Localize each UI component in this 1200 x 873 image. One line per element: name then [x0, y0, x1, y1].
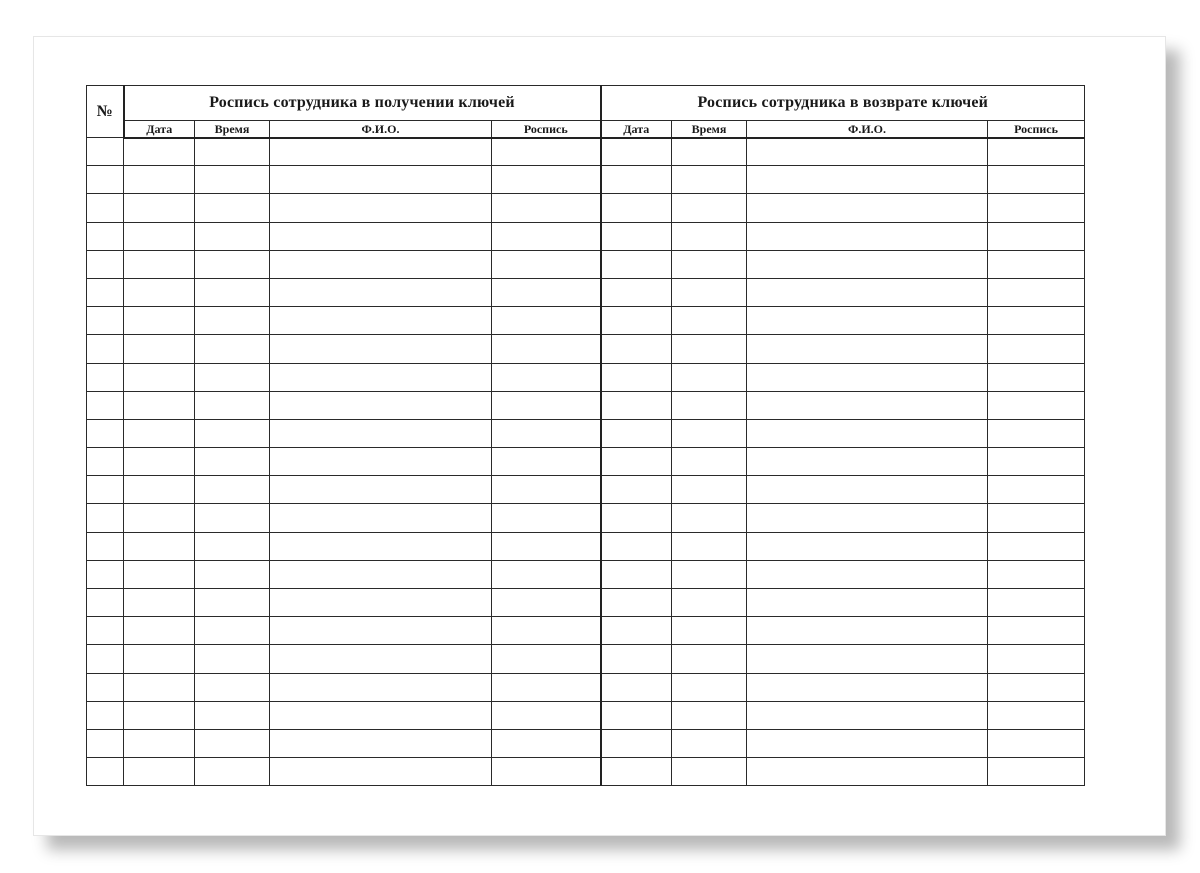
receive-fullname-header: Ф.И.О. [270, 121, 492, 138]
receive-fullname-cell [270, 673, 492, 701]
table-row [87, 166, 1085, 194]
table-row [87, 729, 1085, 757]
receive-signature-cell [492, 194, 601, 222]
receive-fullname-cell [270, 504, 492, 532]
receive-date-cell [124, 194, 195, 222]
return-date-cell [601, 560, 672, 588]
receive-time-cell [195, 250, 270, 278]
key-log-table [86, 85, 1085, 786]
receive-fullname-cell [270, 617, 492, 645]
receive-time-cell [195, 363, 270, 391]
row-number-cell [87, 532, 124, 560]
receive-time-cell [195, 222, 270, 250]
receive-date-cell [124, 307, 195, 335]
receive-time-cell [195, 476, 270, 504]
receive-fullname-cell [270, 363, 492, 391]
return-date-cell [601, 617, 672, 645]
return-date-cell [601, 476, 672, 504]
return-date-cell [601, 758, 672, 786]
row-number-cell [87, 335, 124, 363]
table-row [87, 448, 1085, 476]
receive-fullname-cell [270, 701, 492, 729]
return-fullname-cell [747, 448, 988, 476]
row-number-cell [87, 729, 124, 757]
return-fullname-cell [747, 758, 988, 786]
receive-signature-cell [492, 673, 601, 701]
return-fullname-header: Ф.И.О. [747, 121, 988, 138]
receive-time-cell [195, 278, 270, 306]
receive-signature-cell [492, 589, 601, 617]
return-fullname-cell [747, 307, 988, 335]
return-signature-cell [988, 617, 1085, 645]
table-row [87, 138, 1085, 166]
row-number-cell [87, 645, 124, 673]
return-signature-cell [988, 476, 1085, 504]
table-row [87, 758, 1085, 786]
return-date-cell [601, 391, 672, 419]
return-signature-cell [988, 504, 1085, 532]
return-time-cell [672, 589, 747, 617]
return-time-cell [672, 278, 747, 306]
receive-date-cell [124, 391, 195, 419]
return-time-cell [672, 504, 747, 532]
return-signature-header: Роспись [988, 121, 1085, 138]
return-time-cell [672, 307, 747, 335]
receive-signature-cell [492, 758, 601, 786]
return-signature-cell [988, 419, 1085, 447]
return-date-cell [601, 138, 672, 166]
receive-time-cell [195, 560, 270, 588]
table-body [87, 138, 1085, 786]
return-date-cell [601, 701, 672, 729]
return-time-cell [672, 532, 747, 560]
row-number-cell [87, 504, 124, 532]
receive-signature-cell [492, 391, 601, 419]
return-date-cell [601, 448, 672, 476]
receive-fullname-cell [270, 250, 492, 278]
return-signature-cell [988, 532, 1085, 560]
return-date-header: Дата [601, 121, 672, 138]
row-number-cell [87, 222, 124, 250]
return-fullname-cell [747, 476, 988, 504]
receive-fullname-cell [270, 138, 492, 166]
row-number-cell [87, 391, 124, 419]
receive-time-cell [195, 589, 270, 617]
table-row [87, 560, 1085, 588]
return-time-cell [672, 560, 747, 588]
row-number-cell [87, 278, 124, 306]
return-signature-cell [988, 250, 1085, 278]
table-row [87, 701, 1085, 729]
receive-fullname-cell [270, 194, 492, 222]
return-signature-cell [988, 701, 1085, 729]
row-number-cell [87, 617, 124, 645]
receive-fullname-cell [270, 448, 492, 476]
return-keys-group-title: Роспись сотрудника в возврате ключей [601, 86, 1085, 121]
receive-time-cell [195, 758, 270, 786]
row-number-cell [87, 701, 124, 729]
return-signature-cell [988, 448, 1085, 476]
number-column-header: № [87, 86, 124, 138]
receive-signature-cell [492, 363, 601, 391]
receive-time-cell [195, 729, 270, 757]
table-row [87, 645, 1085, 673]
return-fullname-cell [747, 729, 988, 757]
receive-date-cell [124, 222, 195, 250]
receive-time-cell [195, 448, 270, 476]
table-row [87, 504, 1085, 532]
return-signature-cell [988, 589, 1085, 617]
table-row [87, 673, 1085, 701]
receive-time-header: Время [195, 121, 270, 138]
row-number-cell [87, 363, 124, 391]
return-date-cell [601, 335, 672, 363]
row-number-cell [87, 560, 124, 588]
receive-date-cell [124, 448, 195, 476]
return-fullname-cell [747, 645, 988, 673]
receive-time-cell [195, 391, 270, 419]
table-row [87, 532, 1085, 560]
return-fullname-cell [747, 673, 988, 701]
row-number-cell [87, 166, 124, 194]
return-fullname-cell [747, 419, 988, 447]
receive-date-cell [124, 589, 195, 617]
receive-time-cell [195, 194, 270, 222]
receive-time-cell [195, 617, 270, 645]
return-date-cell [601, 194, 672, 222]
receive-fullname-cell [270, 476, 492, 504]
receive-signature-cell [492, 729, 601, 757]
receive-fullname-cell [270, 645, 492, 673]
receive-fullname-cell [270, 222, 492, 250]
return-fullname-cell [747, 701, 988, 729]
receive-signature-cell [492, 645, 601, 673]
return-fullname-cell [747, 278, 988, 306]
return-time-cell [672, 222, 747, 250]
return-date-cell [601, 419, 672, 447]
receive-signature-cell [492, 250, 601, 278]
return-fullname-cell [747, 138, 988, 166]
return-signature-cell [988, 194, 1085, 222]
table-row [87, 335, 1085, 363]
receive-time-cell [195, 307, 270, 335]
return-time-cell [672, 419, 747, 447]
receive-fullname-cell [270, 307, 492, 335]
return-signature-cell [988, 673, 1085, 701]
return-fullname-cell [747, 391, 988, 419]
table-row [87, 222, 1085, 250]
receive-fullname-cell [270, 560, 492, 588]
receive-signature-cell [492, 166, 601, 194]
receive-date-cell [124, 532, 195, 560]
return-fullname-cell [747, 335, 988, 363]
receive-signature-cell [492, 701, 601, 729]
return-date-cell [601, 222, 672, 250]
return-fullname-cell [747, 560, 988, 588]
return-fullname-cell [747, 194, 988, 222]
return-date-cell [601, 363, 672, 391]
return-time-cell [672, 729, 747, 757]
return-time-cell [672, 448, 747, 476]
receive-date-cell [124, 560, 195, 588]
receive-time-cell [195, 419, 270, 447]
receive-signature-cell [492, 448, 601, 476]
receive-date-cell [124, 701, 195, 729]
receive-keys-group-title: Роспись сотрудника в получении ключей [124, 86, 601, 121]
table-row [87, 194, 1085, 222]
receive-time-cell [195, 504, 270, 532]
receive-date-header: Дата [124, 121, 195, 138]
return-time-header: Время [672, 121, 747, 138]
receive-date-cell [124, 617, 195, 645]
return-signature-cell [988, 560, 1085, 588]
return-fullname-cell [747, 363, 988, 391]
table-row [87, 278, 1085, 306]
return-time-cell [672, 138, 747, 166]
return-time-cell [672, 166, 747, 194]
receive-signature-cell [492, 222, 601, 250]
table-row [87, 419, 1085, 447]
receive-signature-cell [492, 532, 601, 560]
table-row [87, 250, 1085, 278]
receive-time-cell [195, 138, 270, 166]
return-time-cell [672, 758, 747, 786]
return-time-cell [672, 335, 747, 363]
receive-signature-cell [492, 138, 601, 166]
row-number-cell [87, 419, 124, 447]
receive-fullname-cell [270, 166, 492, 194]
return-signature-cell [988, 391, 1085, 419]
receive-time-cell [195, 335, 270, 363]
return-signature-cell [988, 307, 1085, 335]
receive-date-cell [124, 363, 195, 391]
receive-date-cell [124, 166, 195, 194]
return-date-cell [601, 504, 672, 532]
receive-fullname-cell [270, 335, 492, 363]
receive-date-cell [124, 645, 195, 673]
receive-fullname-cell [270, 391, 492, 419]
row-number-cell [87, 673, 124, 701]
return-signature-cell [988, 166, 1085, 194]
return-date-cell [601, 729, 672, 757]
return-signature-cell [988, 335, 1085, 363]
return-signature-cell [988, 138, 1085, 166]
receive-fullname-cell [270, 729, 492, 757]
receive-date-cell [124, 729, 195, 757]
return-time-cell [672, 645, 747, 673]
table-row [87, 589, 1085, 617]
return-time-cell [672, 617, 747, 645]
receive-fullname-cell [270, 758, 492, 786]
return-signature-cell [988, 758, 1085, 786]
header-row-groups [87, 86, 1085, 121]
return-fullname-cell [747, 166, 988, 194]
table-row [87, 476, 1085, 504]
row-number-cell [87, 250, 124, 278]
receive-date-cell [124, 250, 195, 278]
receive-signature-cell [492, 476, 601, 504]
header-row-columns [87, 121, 1085, 138]
row-number-cell [87, 307, 124, 335]
receive-signature-cell [492, 504, 601, 532]
return-signature-cell [988, 645, 1085, 673]
row-number-cell [87, 476, 124, 504]
table-row [87, 363, 1085, 391]
return-fullname-cell [747, 589, 988, 617]
receive-fullname-cell [270, 419, 492, 447]
return-date-cell [601, 307, 672, 335]
return-fullname-cell [747, 532, 988, 560]
return-time-cell [672, 391, 747, 419]
row-number-cell [87, 758, 124, 786]
receive-date-cell [124, 335, 195, 363]
receive-fullname-cell [270, 278, 492, 306]
return-signature-cell [988, 278, 1085, 306]
return-time-cell [672, 701, 747, 729]
receive-time-cell [195, 673, 270, 701]
receive-date-cell [124, 138, 195, 166]
table-row [87, 307, 1085, 335]
table-row [87, 617, 1085, 645]
return-fullname-cell [747, 250, 988, 278]
return-time-cell [672, 250, 747, 278]
receive-date-cell [124, 476, 195, 504]
return-date-cell [601, 589, 672, 617]
receive-date-cell [124, 419, 195, 447]
receive-signature-cell [492, 307, 601, 335]
receive-fullname-cell [270, 589, 492, 617]
row-number-cell [87, 194, 124, 222]
return-date-cell [601, 250, 672, 278]
receive-signature-cell [492, 419, 601, 447]
return-time-cell [672, 194, 747, 222]
table-header [87, 86, 1085, 138]
receive-signature-cell [492, 335, 601, 363]
receive-date-cell [124, 504, 195, 532]
return-signature-cell [988, 222, 1085, 250]
receive-date-cell [124, 758, 195, 786]
row-number-cell [87, 138, 124, 166]
return-signature-cell [988, 363, 1085, 391]
receive-time-cell [195, 701, 270, 729]
return-fullname-cell [747, 504, 988, 532]
receive-signature-header: Роспись [492, 121, 601, 138]
receive-time-cell [195, 645, 270, 673]
return-date-cell [601, 278, 672, 306]
return-fullname-cell [747, 222, 988, 250]
return-time-cell [672, 476, 747, 504]
row-number-cell [87, 589, 124, 617]
return-time-cell [672, 363, 747, 391]
receive-date-cell [124, 673, 195, 701]
return-date-cell [601, 166, 672, 194]
receive-time-cell [195, 532, 270, 560]
receive-signature-cell [492, 278, 601, 306]
return-time-cell [672, 673, 747, 701]
receive-signature-cell [492, 560, 601, 588]
table-row [87, 391, 1085, 419]
receive-time-cell [195, 166, 270, 194]
receive-signature-cell [492, 617, 601, 645]
receive-date-cell [124, 278, 195, 306]
return-date-cell [601, 532, 672, 560]
receive-fullname-cell [270, 532, 492, 560]
return-fullname-cell [747, 617, 988, 645]
row-number-cell [87, 448, 124, 476]
return-date-cell [601, 645, 672, 673]
return-date-cell [601, 673, 672, 701]
return-signature-cell [988, 729, 1085, 757]
